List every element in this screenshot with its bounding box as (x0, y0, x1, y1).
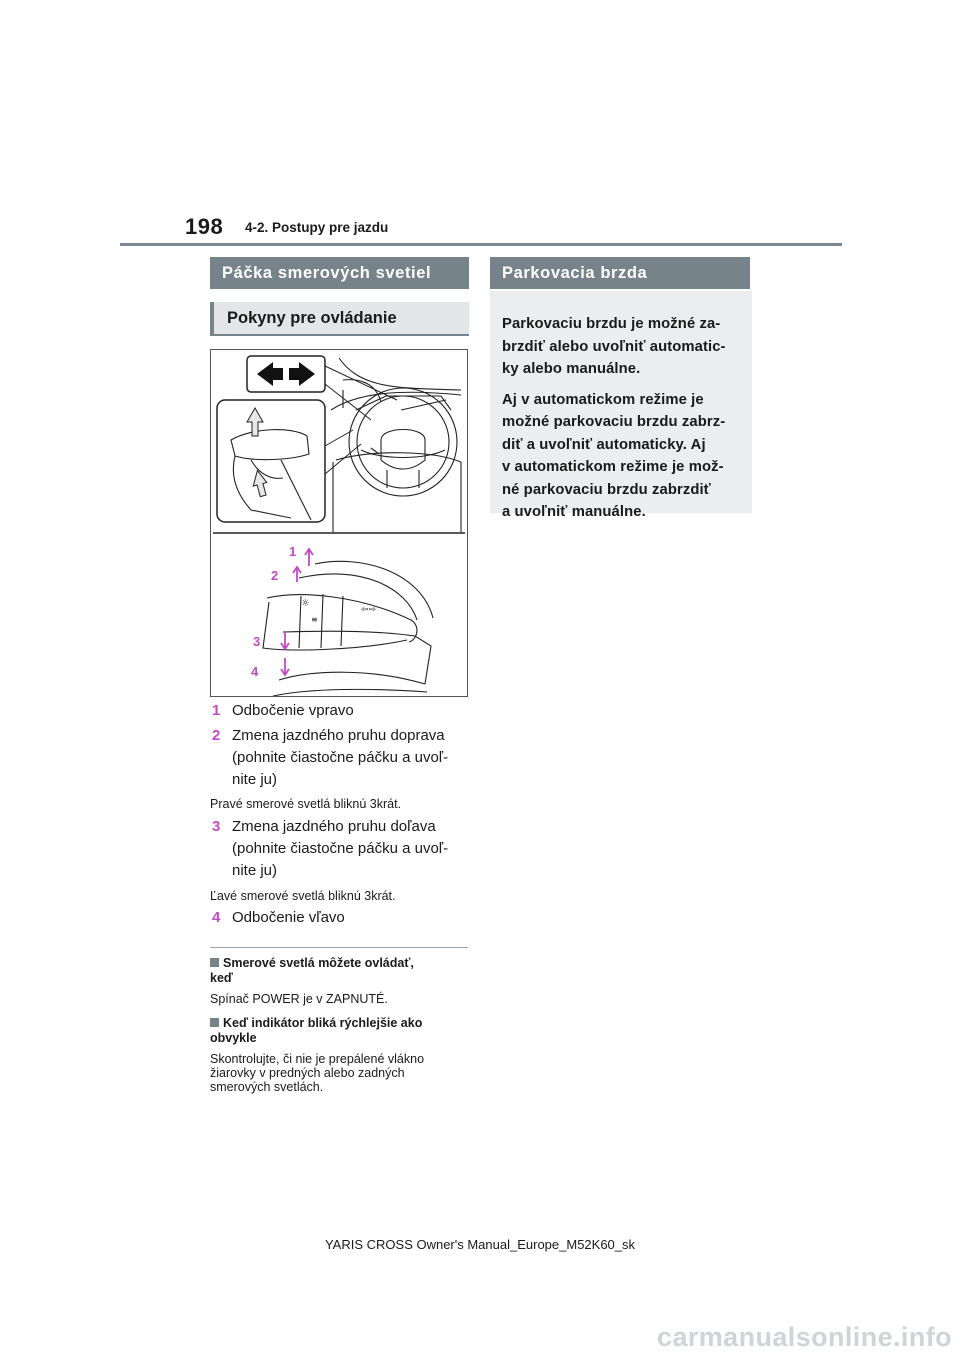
info-text-line: Spínač POWER je v ZAPNUTÉ. (210, 992, 388, 1006)
step-text: nite ju) (232, 862, 278, 879)
paragraph-line: a uvoľniť manuálne. (502, 504, 646, 520)
section-title-text: Páčka smerových svetiel (222, 263, 432, 282)
square-bullet-icon (210, 1018, 219, 1027)
figure-label-2: 2 (271, 568, 279, 583)
subsection-title-instructions (210, 302, 469, 336)
info-divider (210, 947, 468, 948)
footer-manual-name: YARIS CROSS Owner's Manual_Europe_M52K60_sk (324, 1237, 636, 1252)
subsection-title-text: Pokyny pre ovládanie (227, 308, 397, 327)
step-text: (pohnite čiastočne páčku a uvoľ- (232, 749, 449, 766)
header-rule (120, 243, 842, 246)
section-title-turn-signal (210, 257, 469, 289)
figure-label-1: 1 (289, 544, 297, 559)
step-text: Zmena jazdného pruhu doľava (232, 818, 436, 835)
svg-text:☼: ☼ (301, 598, 310, 609)
page-number: 198 (185, 214, 224, 239)
paragraph-line: Aj v automatickom režime je (502, 391, 704, 408)
square-bullet-icon (210, 958, 219, 967)
paragraph-line: Parkovaciu brzdu je možné za- (502, 316, 721, 332)
info-heading-2 (210, 1016, 470, 1046)
info-heading-line: obvykle (210, 1031, 257, 1045)
info-text-line: smerových svetlách. (210, 1080, 324, 1094)
info-text-line: žiarovky v predných alebo zadných (210, 1066, 405, 1080)
paragraph-line: v automatickom režime je mož- (502, 459, 724, 475)
lever-callout-box (217, 400, 325, 522)
step-text: Odbočenie vľavo (232, 909, 345, 926)
turn-signal-illustration (211, 350, 467, 696)
info-heading-1 (210, 956, 470, 986)
step-text: Odbočenie vpravo (232, 702, 354, 719)
paragraph-line: ky alebo manuálne. (502, 361, 641, 377)
section-reference: 4-2. Postupy pre jazdu (245, 220, 389, 235)
step-text: (pohnite čiastočne páčku a uvoľ- (232, 840, 449, 857)
step-number: 2 (212, 727, 221, 744)
figure-label-3: 3 (253, 634, 261, 649)
step-text: Zmena jazdného pruhu doprava (232, 727, 445, 744)
paragraph-line: brzdiť alebo uvoľniť automatic- (502, 338, 726, 355)
section-title-text: Parkovacia brzda (502, 263, 648, 282)
step-3 (212, 816, 470, 882)
step-1 (212, 700, 470, 722)
svg-text:⇦⇨: ⇦⇨ (361, 605, 377, 615)
parking-brake-box (490, 291, 752, 520)
step-number: 4 (212, 909, 221, 926)
step-number: 1 (212, 702, 221, 719)
section-title-parking-brake (490, 257, 750, 289)
info-heading-line: keď (210, 971, 233, 985)
figure-label-4: 4 (251, 664, 259, 679)
paragraph-line: možné parkovaciu brzdu zabrz- (502, 414, 726, 430)
note-left-signals: Ľavé smerové svetlá bliknú 3krát. (210, 889, 396, 903)
paragraph-line: diť a uvoľniť automaticky. Aj (502, 436, 706, 453)
info-text-line: Skontrolujte, či nie je prepálené vlákno (210, 1052, 425, 1066)
info-text-2 (210, 1052, 424, 1094)
svg-text:≡: ≡ (311, 615, 318, 624)
turn-signal-figure (210, 349, 468, 697)
info-heading-line: Smerové svetlá môžete ovládať, (223, 956, 414, 970)
watermark: carmanualsonline.info (657, 1322, 952, 1352)
step-4 (212, 907, 470, 929)
step-2 (212, 725, 470, 791)
note-right-signals: Pravé smerové svetlá bliknú 3krát. (210, 797, 402, 811)
parking-paragraph-1 (502, 313, 742, 381)
parking-paragraph-2 (502, 389, 742, 524)
step-text: nite ju) (232, 771, 278, 788)
step-number: 3 (212, 818, 221, 835)
info-text-1 (210, 992, 388, 1006)
paragraph-line: né parkovaciu brzdu zabrzdiť (502, 481, 711, 498)
info-heading-line: Keď indikátor bliká rýchlejšie ako (223, 1016, 423, 1030)
